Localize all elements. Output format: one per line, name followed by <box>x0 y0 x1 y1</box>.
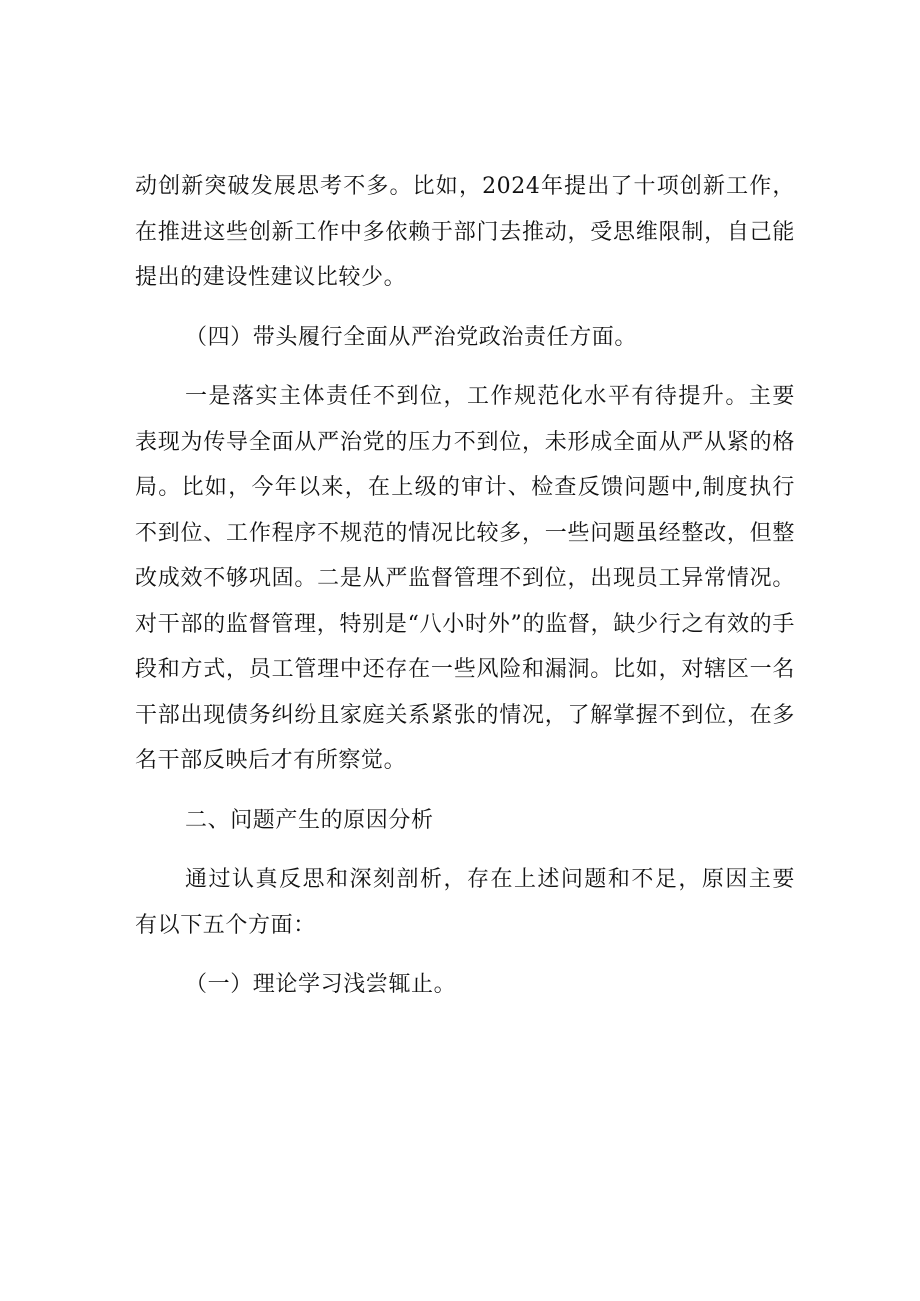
paragraph-causes-intro: 通过认真反思和深刻剖析，存在上述问题和不足，原因主要有以下五个方面： <box>135 867 795 938</box>
paragraph-gap <box>135 784 795 798</box>
section-heading-four: （四）带头履行全面从严治党政治责任方面。 <box>185 324 638 350</box>
paragraph-gap <box>135 360 795 374</box>
document-body <box>135 164 795 1008</box>
paragraph-gap <box>135 948 795 962</box>
paragraph-gap <box>135 843 795 857</box>
paragraph-responsibility: 一是落实主体责任不到位，工作规范化水平有待提升。主要表现为传导全面从严治党的压力不到位，未形成全面从严从紧的格局。比如，今年以来，在上级的审计、检查反馈问题中,制度执行不到位、工作程序不规范的情况比较多，一些问题虽经整改，但整改成效不够巩固。二是从严监督管理不到位，出现员工异常情况。对干部的监督管理，特别是“八小时外”的监督，缺少行之有效的手段和方式，员工管理中还存在一些风险和漏洞。比如，对辖区一名干部出现债务纠纷且家庭关系紧张的情况，了解掌握不到位，在多名干部反映后才有所察觉。 <box>135 384 795 773</box>
section-heading-one: （一）理论学习浅尝辄止。 <box>185 972 457 997</box>
paragraph-innovation-continued: 动创新突破发展思考不多。比如，2024年提出了十项创新工作，在推进这些创新工作中多依赖于部门去推动，受思维限制，自己能提出的建设性建议比较少。 <box>135 174 795 290</box>
paragraph-gap <box>135 301 795 315</box>
section-heading-causes: 二、问题产生的原因分析 <box>185 807 434 833</box>
